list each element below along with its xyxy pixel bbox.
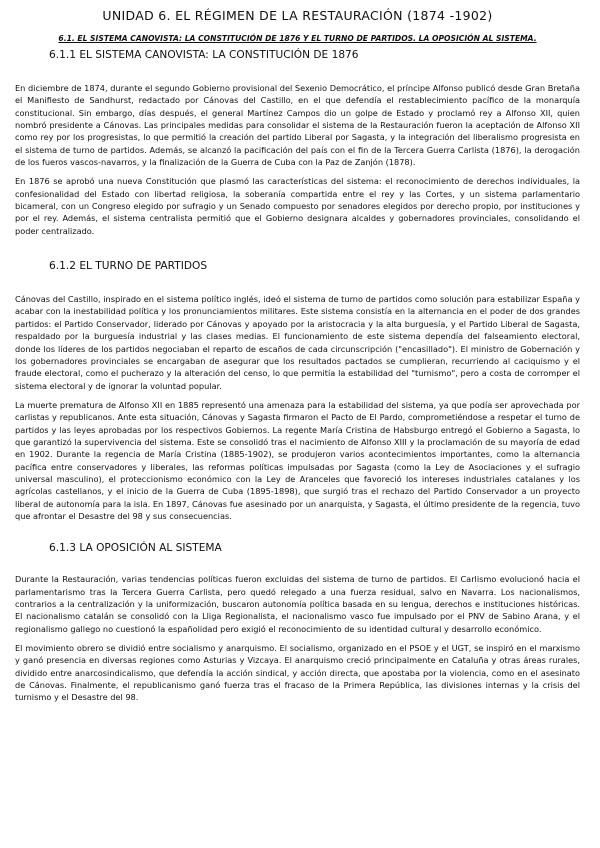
- paragraph: Durante la Restauración, varias tendencias políticas fueron excluidas del sistema de turno de partidos. El Carlismo evolucionó hacia el parlamentarismo tras la Tercera Guerra Carlista, pero quedó relegado a una fuerza residual, salvo en Navarra. Los nacionalismos, contrarios a la centralización y la uniformización, buscaron autonomía política basada en su lengua, derechos e instituciones históricas. El nacionalismo catalán se consolidó con la Lliga Regionalista, el nacionalismo vasco fue impulsado por el PNV de Sabino Arana, y el regionalismo gallego no cuestionó la españolidad pero exigió el reconocimiento de su identidad cultural y desarrollo económico.: [15, 574, 580, 634]
- unit-title: UNIDAD 6. EL RÉGIMEN DE LA RESTAURACIÓN (1874 -1902): [102, 8, 493, 23]
- section-heading: 6.1.3 LA OPOSICIÓN AL SISTEMA: [49, 542, 222, 555]
- paragraph: En diciembre de 1874, durante el segundo Gobierno provisional del Sexenio Democrático, el príncipe Alfonso publicó desde Gran Bretaña el Manifiesto de Sandhurst, redactado por Cánovas del Castillo, en el que defendía el restablecimiento pacífico de la monarquía constitucional. Sin embargo, días después, el general Martínez Campos dio un golpe de Estado y proclamó rey a Alfonso XII, quien nombró presidente a Cánovas. Las principales medidas para consolidar el sistema de la Restauración fueron la aceptación de Alfonso XII como rey por los progresistas, lo que permitió la creación del partido Liberal por Sagasta, y la integración del liberalismo progresista en el sistema de turno de partidos. Además, se alcanzó la pacificación del país con el fin de la Tercera Guerra Carlista (1876), la derogación de los fueros vascos-navarros, y la finalización de la Guerra de Cuba con la Paz de Zanjón (1878).: [15, 83, 580, 168]
- section-turno-de-partidos: [15, 259, 580, 522]
- section-oposicion-al-sistema: [15, 541, 580, 703]
- paragraph: La muerte prematura de Alfonso XII en 1885 representó una amenaza para la estabilidad del sistema, ya que podía ser aprovechada por carlistas y republicanos. Ante esta situación, Cánovas y Sagasta firmaron el Pacto de El Pardo, comprometiéndose a respetar el turno de partidos y las leyes aprobadas por los respectivos Gobiernos. La regente María Cristina de Habsburgo entregó el Gobierno a Sagasta, lo que garantizó la supervivencia del sistema. Este se consolidó tras el nacimiento de Alfonso XIII y la proclamación de su mayoría de edad en 1902. Durante la regencia de María Cristina (1885-1902), se produjeron varios acontecimientos importantes, como la alternancia pacífica entre conservadores y liberales, las reformas políticas impulsadas por Sagasta (como la Ley de Asociaciones y el sufragio universal masculino), el proteccionismo económico con la Ley de Aranceles que favoreció los intereses industriales catalanes y los agrícolas castellanos, y el inicio de la Guerra de Cuba (1895-1898), que surgió tras el rechazo del Partido Conservador a un proyecto liberal de autonomía para la isla. En 1897, Cánovas fue asesinado por un anarquista, y Sagasta, el último presidente de la regencia, tuvo que afrontar el Desastre del 98 y sus consecuencias.: [15, 399, 580, 521]
- paragraph: El movimiento obrero se dividió entre socialismo y anarquismo. El socialismo, organizado en el PSOE y el UGT, se inspiró en el marxismo y ganó presencia en diversas regiones como Asturias y Vizcaya. El anarquismo creció principalmente en Cataluña y otras áreas rurales, dividido entre anarcosindicalismo, que defendía la acción sindical, y acción directa, que apostaba por la violencia, como en el asesinato de Cánovas. Finalmente, el republicanismo ganó fuerza tras el fracaso de la Primera República, las divisiones internas y la crisis del turnismo y el Desastre del 98.: [15, 643, 580, 703]
- section-sistema-canovista: [15, 48, 580, 237]
- section-heading: 6.1.2 EL TURNO DE PARTIDOS: [49, 260, 208, 273]
- paragraph: Cánovas del Castillo, inspirado en el sistema político inglés, ideó el sistema de turno de partidos como solución para estabilizar España y acabar con la inestabilidad política y los pronunciamientos militares. Este sistema consistía en la alternancia en el poder de dos grandes partidos: el Partido Conservador, liderado por Cánovas y apoyado por la aristocracia y la alta burguesía, y el Partido Liberal de Sagasta, respaldado por la burguesía industrial y las clases medias. El funcionamiento de este sistema dependía del falseamiento electoral, donde los líderes de los partidos negociaban el reparto de escaños de cada circunscripción ("encasillado"). El ministro de Gobernación y los gobernadores provinciales se encargaban de asegurar que los resultados pactados se cumplieran, recurriendo al caciquismo y el fraude electoral, como el pucherazo y la alteración del censo, lo que permitía la estabilidad del "turnismo", pero a costa de corromper el sistema electoral y de ignorar la voluntad popular.: [15, 294, 580, 391]
- paragraph: En 1876 se aprobó una nueva Constitución que plasmó las características del sistema: el reconocimiento de derechos individuales, la confesionalidad del Estado con libertad religiosa, la soberanía compartida entre el rey y las Cortes, y un sistema parlamentario bicameral, con un Congreso elegido por sufragio y un Senado compuesto por senadores elegidos por derecho propio, por instituciones y por el rey. Además, el sistema centralista permitió que el Gobierno designara alcaldes y gobernadores provinciales, consolidando el poder centralizado.: [15, 176, 580, 236]
- main-heading: 6.1. EL SISTEMA CANOVISTA: LA CONSTITUCIÓN DE 1876 Y EL TURNO DE PARTIDOS. LA OPOSICIÓN AL SISTEMA.: [58, 34, 537, 43]
- section-heading: 6.1.1 EL SISTEMA CANOVISTA: LA CONSTITUCIÓN DE 1876: [49, 49, 359, 61]
